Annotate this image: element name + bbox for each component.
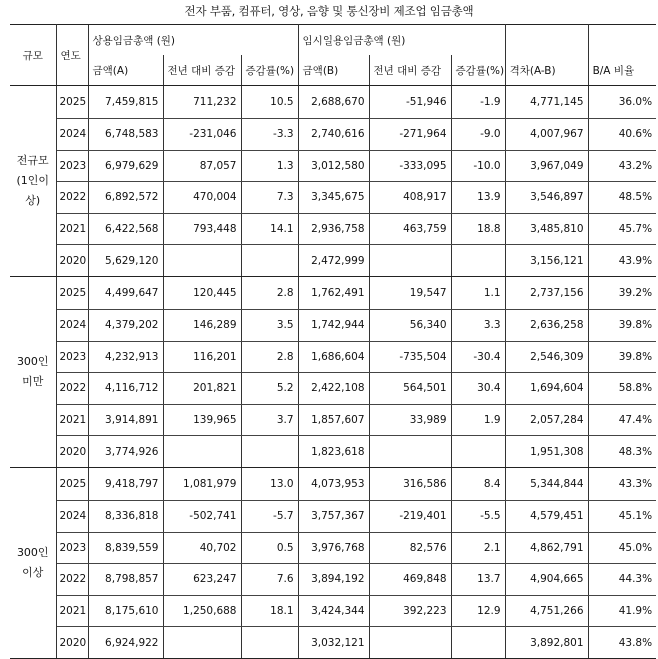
cell-a-chg: 711,232 xyxy=(163,86,241,119)
table-row xyxy=(10,309,656,341)
cell-b-rate: -1.9 xyxy=(451,86,505,119)
cell-b-rate: -10.0 xyxy=(451,150,505,182)
cell-a: 8,798,857 xyxy=(88,564,163,596)
header-temp-group: 임시일용임금총액 (원) xyxy=(298,25,505,56)
header-scale: 규모 xyxy=(10,25,56,86)
cell-a: 6,924,922 xyxy=(88,627,163,659)
header-amount-b: 금액(B) xyxy=(298,55,369,86)
cell-b: 2,936,758 xyxy=(298,213,369,245)
cell-b-chg: 469,848 xyxy=(369,564,451,596)
cell-gap: 4,862,791 xyxy=(505,532,588,564)
cell-b-chg xyxy=(369,627,451,659)
cell-a-chg xyxy=(163,436,241,468)
table-row xyxy=(10,213,656,245)
cell-b-rate: -9.0 xyxy=(451,119,505,151)
cell-b-rate: 3.3 xyxy=(451,309,505,341)
cell-ratio: 48.3% xyxy=(588,436,656,468)
year-cell: 2024 xyxy=(56,119,88,151)
cell-a: 3,914,891 xyxy=(88,404,163,436)
cell-b-chg xyxy=(369,436,451,468)
year-cell: 2023 xyxy=(56,532,88,564)
table-row xyxy=(10,564,656,596)
cell-a: 8,839,559 xyxy=(88,532,163,564)
header-temp-yoy: 전년 대비 증감 xyxy=(369,55,451,86)
cell-a-rate: 5.2 xyxy=(241,373,298,405)
cell-b: 2,422,108 xyxy=(298,373,369,405)
cell-a: 4,499,647 xyxy=(88,276,163,309)
cell-b-chg: -271,964 xyxy=(369,119,451,151)
year-cell: 2023 xyxy=(56,150,88,182)
cell-a-chg: 470,004 xyxy=(163,182,241,214)
year-cell: 2022 xyxy=(56,182,88,214)
cell-b: 1,742,944 xyxy=(298,309,369,341)
cell-a-chg: 1,081,979 xyxy=(163,467,241,500)
cell-ratio: 47.4% xyxy=(588,404,656,436)
cell-b-rate: -30.4 xyxy=(451,341,505,373)
table-title: 전자 부품, 컴퓨터, 영상, 음향 및 통신장비 제조업 임금총액 xyxy=(184,4,474,18)
cell-a-chg: 623,247 xyxy=(163,564,241,596)
cell-ratio: 40.6% xyxy=(588,119,656,151)
cell-a: 6,748,583 xyxy=(88,119,163,151)
cell-b-rate: -5.5 xyxy=(451,500,505,532)
cell-a-rate: 2.8 xyxy=(241,276,298,309)
year-cell: 2021 xyxy=(56,213,88,245)
table-row xyxy=(10,119,656,151)
cell-b-rate: 12.9 xyxy=(451,595,505,627)
cell-a-rate: 10.5 xyxy=(241,86,298,119)
cell-gap: 4,771,145 xyxy=(505,86,588,119)
cell-b: 1,762,491 xyxy=(298,276,369,309)
cell-a-rate xyxy=(241,627,298,659)
table-row xyxy=(10,436,656,468)
cell-ratio: 36.0% xyxy=(588,86,656,119)
cell-ratio: 44.3% xyxy=(588,564,656,596)
cell-b-rate: 8.4 xyxy=(451,467,505,500)
cell-b: 3,894,192 xyxy=(298,564,369,596)
cell-ratio: 43.8% xyxy=(588,627,656,659)
cell-a: 4,379,202 xyxy=(88,309,163,341)
table-row xyxy=(10,532,656,564)
cell-ratio: 58.8% xyxy=(588,373,656,405)
cell-gap: 2,737,156 xyxy=(505,276,588,309)
header-temp-rate: 증감률(%) xyxy=(451,55,505,86)
cell-a-rate: 7.3 xyxy=(241,182,298,214)
cell-ratio: 39.8% xyxy=(588,341,656,373)
cell-ratio: 45.0% xyxy=(588,532,656,564)
cell-a-rate: 14.1 xyxy=(241,213,298,245)
year-cell: 2024 xyxy=(56,309,88,341)
cell-b-chg: 56,340 xyxy=(369,309,451,341)
year-cell: 2021 xyxy=(56,595,88,627)
year-cell: 2020 xyxy=(56,436,88,468)
cell-b-rate: 2.1 xyxy=(451,532,505,564)
cell-a-rate: 2.8 xyxy=(241,341,298,373)
cell-b-chg: -735,504 xyxy=(369,341,451,373)
year-cell: 2025 xyxy=(56,86,88,119)
cell-a-chg xyxy=(163,245,241,277)
cell-a-rate: 1.3 xyxy=(241,150,298,182)
cell-b: 4,073,953 xyxy=(298,467,369,500)
cell-a-rate xyxy=(241,245,298,277)
cell-ratio: 45.1% xyxy=(588,500,656,532)
cell-b-rate: 30.4 xyxy=(451,373,505,405)
cell-b-chg: -333,095 xyxy=(369,150,451,182)
table-row xyxy=(10,341,656,373)
cell-b: 3,032,121 xyxy=(298,627,369,659)
year-cell: 2022 xyxy=(56,564,88,596)
table-row xyxy=(10,182,656,214)
cell-b-rate xyxy=(451,245,505,277)
cell-gap: 3,546,897 xyxy=(505,182,588,214)
wage-table xyxy=(10,24,656,659)
year-cell: 2022 xyxy=(56,373,88,405)
table-row xyxy=(10,245,656,277)
year-cell: 2025 xyxy=(56,276,88,309)
cell-gap: 1,694,604 xyxy=(505,373,588,405)
cell-a-rate: 0.5 xyxy=(241,532,298,564)
year-cell: 2025 xyxy=(56,467,88,500)
table-row xyxy=(10,373,656,405)
table-row xyxy=(10,467,656,500)
cell-b-rate: 13.9 xyxy=(451,182,505,214)
cell-a-chg: 87,057 xyxy=(163,150,241,182)
cell-a: 4,232,913 xyxy=(88,341,163,373)
year-cell: 2023 xyxy=(56,341,88,373)
cell-b: 1,857,607 xyxy=(298,404,369,436)
year-cell: 2021 xyxy=(56,404,88,436)
table-body xyxy=(10,86,656,659)
cell-a: 7,459,815 xyxy=(88,86,163,119)
cell-a-rate xyxy=(241,436,298,468)
cell-gap: 4,904,665 xyxy=(505,564,588,596)
table-row xyxy=(10,86,656,119)
cell-ratio: 45.7% xyxy=(588,213,656,245)
header-regular-yoy: 전년 대비 증감 xyxy=(163,55,241,86)
cell-a-rate: -3.3 xyxy=(241,119,298,151)
table-row xyxy=(10,500,656,532)
cell-b-chg: 392,223 xyxy=(369,595,451,627)
cell-ratio: 43.2% xyxy=(588,150,656,182)
cell-b-chg: 316,586 xyxy=(369,467,451,500)
cell-gap: 3,892,801 xyxy=(505,627,588,659)
cell-b-chg xyxy=(369,245,451,277)
cell-a-chg: 120,445 xyxy=(163,276,241,309)
cell-a-chg: 139,965 xyxy=(163,404,241,436)
cell-b-chg: 564,501 xyxy=(369,373,451,405)
cell-a-chg: 201,821 xyxy=(163,373,241,405)
header-gap: 격차(A-B) xyxy=(505,55,588,86)
cell-a: 5,629,120 xyxy=(88,245,163,277)
cell-b-rate: 1.1 xyxy=(451,276,505,309)
header-regular-rate: 증감률(%) xyxy=(241,55,298,86)
cell-a-chg: 146,289 xyxy=(163,309,241,341)
cell-b-chg: 33,989 xyxy=(369,404,451,436)
cell-a: 6,979,629 xyxy=(88,150,163,182)
cell-b-chg: 408,917 xyxy=(369,182,451,214)
cell-b-chg: 82,576 xyxy=(369,532,451,564)
cell-a: 3,774,926 xyxy=(88,436,163,468)
cell-ratio: 43.3% xyxy=(588,467,656,500)
table-row xyxy=(10,276,656,309)
cell-b-rate: 13.7 xyxy=(451,564,505,596)
cell-a-rate: -5.7 xyxy=(241,500,298,532)
cell-b-chg: 463,759 xyxy=(369,213,451,245)
group-label: 300인 이상 xyxy=(10,467,56,658)
cell-b: 3,012,580 xyxy=(298,150,369,182)
cell-a-rate: 3.5 xyxy=(241,309,298,341)
group-label: 300인 미만 xyxy=(10,276,56,467)
cell-b-rate: 18.8 xyxy=(451,213,505,245)
year-cell: 2020 xyxy=(56,627,88,659)
cell-a: 6,422,568 xyxy=(88,213,163,245)
cell-gap: 3,156,121 xyxy=(505,245,588,277)
cell-gap: 3,485,810 xyxy=(505,213,588,245)
cell-a-chg: -502,741 xyxy=(163,500,241,532)
cell-ratio: 41.9% xyxy=(588,595,656,627)
cell-a-chg: 40,702 xyxy=(163,532,241,564)
cell-b-chg: -51,946 xyxy=(369,86,451,119)
cell-gap: 5,344,844 xyxy=(505,467,588,500)
cell-a-rate: 3.7 xyxy=(241,404,298,436)
cell-gap: 4,751,266 xyxy=(505,595,588,627)
table-row xyxy=(10,627,656,659)
cell-ratio: 39.2% xyxy=(588,276,656,309)
cell-gap: 1,951,308 xyxy=(505,436,588,468)
cell-b: 3,424,344 xyxy=(298,595,369,627)
cell-a: 8,336,818 xyxy=(88,500,163,532)
cell-b: 3,345,675 xyxy=(298,182,369,214)
cell-a: 4,116,712 xyxy=(88,373,163,405)
cell-b-chg: -219,401 xyxy=(369,500,451,532)
cell-a: 6,892,572 xyxy=(88,182,163,214)
year-cell: 2020 xyxy=(56,245,88,277)
table-row xyxy=(10,150,656,182)
header-ratio: B/A 비율 xyxy=(588,55,656,86)
table-row xyxy=(10,595,656,627)
cell-a-rate: 7.6 xyxy=(241,564,298,596)
cell-b-rate xyxy=(451,627,505,659)
cell-a-chg: 1,250,688 xyxy=(163,595,241,627)
cell-b: 1,686,604 xyxy=(298,341,369,373)
cell-a-chg xyxy=(163,627,241,659)
cell-gap: 4,579,451 xyxy=(505,500,588,532)
cell-a: 9,418,797 xyxy=(88,467,163,500)
cell-a-chg: 793,448 xyxy=(163,213,241,245)
table-row xyxy=(10,404,656,436)
cell-a-rate: 18.1 xyxy=(241,595,298,627)
header-year: 연도 xyxy=(56,25,88,86)
cell-a-chg: 116,201 xyxy=(163,341,241,373)
cell-ratio: 43.9% xyxy=(588,245,656,277)
header-amount-a: 금액(A) xyxy=(88,55,163,86)
cell-b: 3,976,768 xyxy=(298,532,369,564)
cell-b: 2,688,670 xyxy=(298,86,369,119)
cell-gap: 4,007,967 xyxy=(505,119,588,151)
year-cell: 2024 xyxy=(56,500,88,532)
cell-gap: 2,057,284 xyxy=(505,404,588,436)
cell-ratio: 48.5% xyxy=(588,182,656,214)
cell-a-rate: 13.0 xyxy=(241,467,298,500)
group-label: 전규모 (1인이상) xyxy=(10,86,56,277)
cell-b-rate xyxy=(451,436,505,468)
cell-gap: 2,546,309 xyxy=(505,341,588,373)
cell-b: 1,823,618 xyxy=(298,436,369,468)
cell-gap: 3,967,049 xyxy=(505,150,588,182)
cell-a-chg: -231,046 xyxy=(163,119,241,151)
cell-gap: 2,636,258 xyxy=(505,309,588,341)
cell-b-rate: 1.9 xyxy=(451,404,505,436)
cell-b: 2,472,999 xyxy=(298,245,369,277)
cell-b-chg: 19,547 xyxy=(369,276,451,309)
cell-a: 8,175,610 xyxy=(88,595,163,627)
header-regular-group: 상용임금총액 (원) xyxy=(88,25,298,56)
cell-ratio: 39.8% xyxy=(588,309,656,341)
cell-b: 2,740,616 xyxy=(298,119,369,151)
cell-b: 3,757,367 xyxy=(298,500,369,532)
